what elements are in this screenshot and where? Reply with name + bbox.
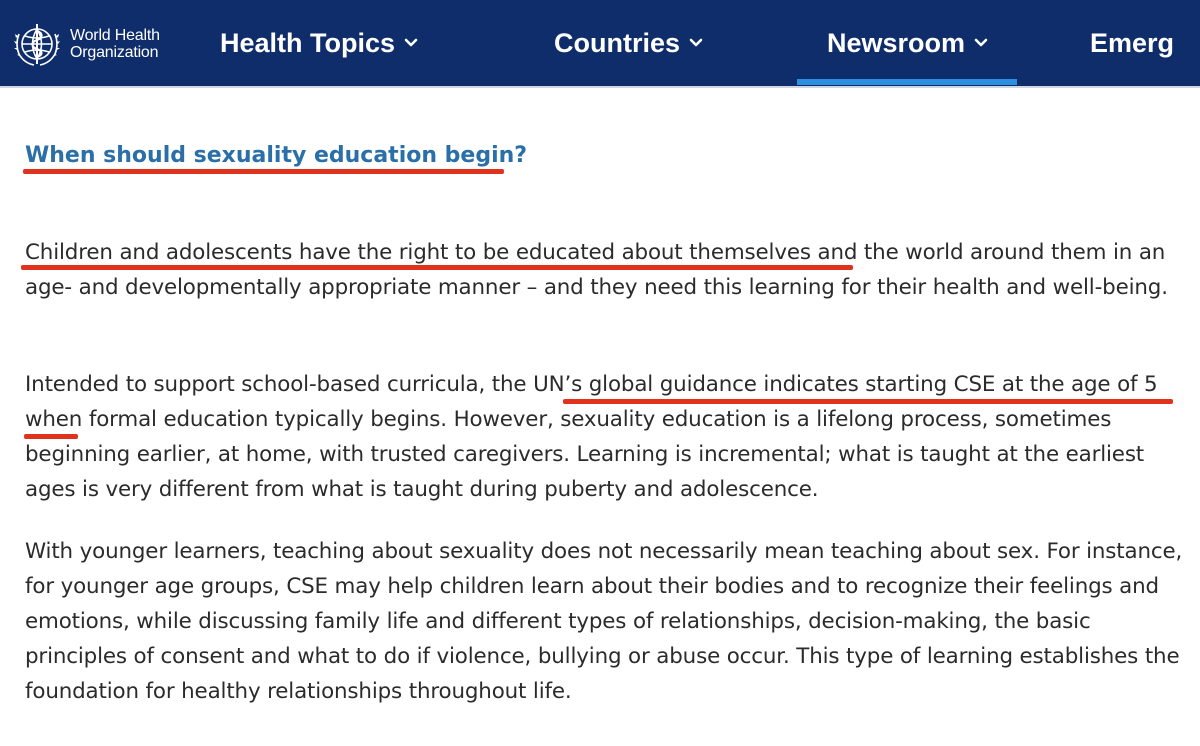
- logo-line-2: Organization: [70, 44, 159, 61]
- chevron-down-icon: [974, 38, 988, 48]
- logo-wordmark: [70, 27, 160, 61]
- paragraph-2: Intended to support school-based curricula, the UN’s global guidance indicates starting CSE at the age of 5 when formal education typically begins. However, sexuality education is a lifelong process, sometimes beginning earlier, at home, with trusted caregivers. Learning is incremental; what is taught at the earliest ages is very different from what is taught during puberty and adolescence.: [25, 372, 1158, 502]
- nav-countries[interactable]: [554, 0, 703, 86]
- paragraph-1: Children and adolescents have the right to be educated about themselves and the world around them in an age- and developmentally appropriate manner – and they need this learning for their health and well-being.: [25, 240, 1168, 300]
- nav-newsroom[interactable]: [827, 0, 988, 86]
- active-tab-indicator: [797, 79, 1017, 85]
- chevron-down-icon: [404, 38, 418, 48]
- chevron-down-icon: [689, 38, 703, 48]
- paragraph-2-red-underline-line1: [563, 399, 1173, 404]
- logo-line-1: World Health: [70, 27, 160, 44]
- paragraph-3: With younger learners, teaching about sexuality does not necessarily mean teaching about sex. For instance, for younger age groups, CSE may help children learn about their bodies and to recognize their feelings and emotions, while discussing family life and different types of relationships, decision-making, the basic principles of consent and what to do if violence, bullying or abuse occur. This type of learning establishes the foundation for healthy relationships throughout life.: [25, 539, 1183, 704]
- nav-newsroom-label: Newsroom: [827, 27, 966, 58]
- paragraph-1-red-underline: [21, 265, 853, 270]
- nav-health-topics[interactable]: [220, 0, 418, 86]
- nav-emergencies-label: Emerg: [1090, 27, 1175, 58]
- top-navigation-bar: [0, 0, 1200, 86]
- who-logo[interactable]: [12, 20, 160, 68]
- paragraph-2-red-underline-line2: [24, 434, 78, 439]
- nav-emergencies[interactable]: [1090, 0, 1174, 86]
- section-heading: When should sexuality education begin?: [25, 143, 528, 168]
- heading-red-underline: [23, 169, 504, 174]
- nav-countries-label: Countries: [554, 27, 681, 58]
- who-emblem-icon: [12, 20, 62, 68]
- article-body: [0, 88, 1200, 746]
- nav-health-topics-label: Health Topics: [220, 27, 396, 58]
